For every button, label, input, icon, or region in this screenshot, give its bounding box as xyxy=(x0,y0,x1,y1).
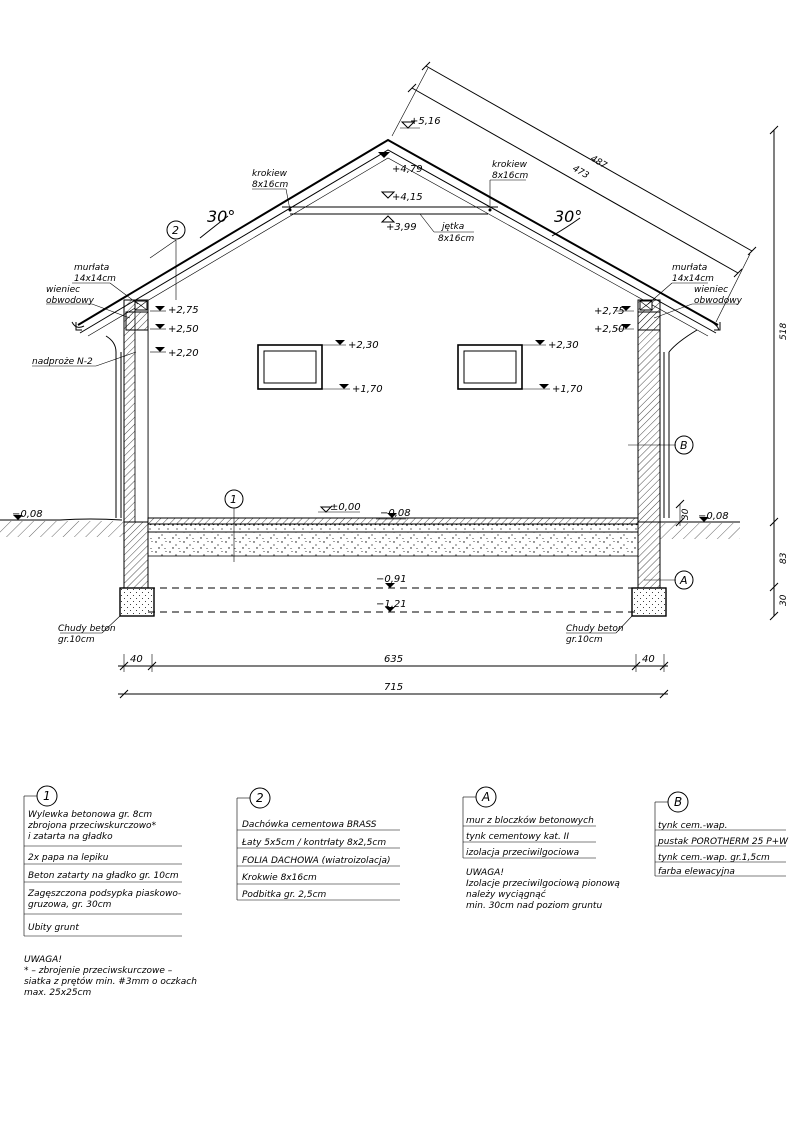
level-collar-top: +4,15 xyxy=(392,192,423,203)
ground-right xyxy=(660,522,740,539)
svg-text:2x papa na lepiku: 2x papa na lepiku xyxy=(28,853,109,863)
level-lintel: +2,20 xyxy=(168,348,199,359)
vertical-dimensions xyxy=(676,126,778,620)
label-ringbeam-left-1: wieniec xyxy=(46,285,81,295)
label-lintel: nadproże N-2 xyxy=(32,357,93,367)
level-foundation-bottom: −1,21 xyxy=(376,599,407,610)
dim-roof-outer: 487 xyxy=(588,153,609,172)
marker-2 xyxy=(167,221,185,239)
window-left xyxy=(258,345,322,389)
svg-text:A: A xyxy=(482,790,491,804)
svg-text:FOLIA DACHOWA (wiatroizolacja): FOLIA DACHOWA (wiatroizolacja) xyxy=(242,856,391,866)
svg-text:* – zbrojenie przeciwskurczowe: * – zbrojenie przeciwskurczowe – xyxy=(24,966,173,976)
level-ridge: +5,16 xyxy=(410,116,441,127)
svg-text:Dachówka cementowa BRASS: Dachówka cementowa BRASS xyxy=(242,820,377,830)
level-left-ring-beam: +2,50 xyxy=(168,324,199,335)
floor-slab xyxy=(148,518,638,556)
label-collar-1: jętka xyxy=(442,222,465,232)
svg-text:tynk cem.-wap. gr.1,5cm: tynk cem.-wap. gr.1,5cm xyxy=(658,853,770,863)
legend-b xyxy=(655,792,789,877)
svg-text:tynk cementowy kat. II: tynk cementowy kat. II xyxy=(466,832,569,842)
svg-text:siatka z prętów min. #3mm o oc: siatka z prętów min. #3mm o oczkach xyxy=(24,977,197,987)
level-ridge-inner: +4,79 xyxy=(392,164,423,175)
level-ground-right: −0,08 xyxy=(698,511,729,522)
svg-text:UWAGA!: UWAGA! xyxy=(24,955,62,965)
right-wall xyxy=(638,300,660,522)
roof-angle-right: 30° xyxy=(554,207,583,226)
svg-text:tynk cem.-wap.: tynk cem.-wap. xyxy=(658,821,728,831)
svg-text:izolacja przeciwilgociowa: izolacja przeciwilgociowa xyxy=(466,848,580,858)
svg-text:Izolacje przeciwilgociową pion: Izolacje przeciwilgociową pionową xyxy=(466,879,620,889)
svg-text:zbrojona przeciwskurczowo*: zbrojona przeciwskurczowo* xyxy=(28,821,157,831)
label-ringbeam-right-2: obwodowy xyxy=(694,296,742,306)
svg-text:Łaty 5x5cm / kontrłaty 8x2,5cm: Łaty 5x5cm / kontrłaty 8x2,5cm xyxy=(242,838,387,848)
label-ringbeam-right-1: wieniec xyxy=(694,285,729,295)
level-window-top-left: +2,30 xyxy=(348,340,379,351)
label-rafter-left-1: krokiew xyxy=(252,169,288,179)
level-foundation-top: −0,91 xyxy=(376,574,407,585)
svg-text:Ubity grunt: Ubity grunt xyxy=(28,923,79,933)
dim-total: 715 xyxy=(384,682,404,693)
svg-text:B: B xyxy=(680,439,688,452)
legend-2 xyxy=(237,788,400,900)
marker-a xyxy=(675,571,693,589)
svg-text:1: 1 xyxy=(43,789,51,803)
level-left-wall-top: +2,75 xyxy=(168,305,199,316)
level-window-bottom-right: +1,70 xyxy=(552,384,583,395)
dim-height-total: 518 xyxy=(779,322,789,340)
level-floor-edge: −0,08 xyxy=(380,508,411,519)
svg-text:A: A xyxy=(680,574,688,587)
label-wallplate-left-1: murłata xyxy=(74,263,110,273)
svg-text:należy wyciągnąć: należy wyciągnąć xyxy=(466,890,546,900)
label-lean-concrete-left-1: Chudy beton xyxy=(58,624,116,634)
dim-interior: 635 xyxy=(384,654,404,665)
svg-text:UWAGA!: UWAGA! xyxy=(466,868,504,878)
svg-text:2: 2 xyxy=(172,224,179,237)
roof-angle-left: 30° xyxy=(207,207,236,226)
level-window-bottom-left: +1,70 xyxy=(352,384,383,395)
svg-text:Krokwie 8x16cm: Krokwie 8x16cm xyxy=(242,873,317,883)
level-floor: ±0,00 xyxy=(330,502,361,513)
legend-1 xyxy=(24,786,197,998)
svg-text:min. 30cm nad poziom gruntu: min. 30cm nad poziom gruntu xyxy=(466,901,603,911)
dim-plinth-right: 30 xyxy=(681,508,691,520)
label-lean-concrete-right-1: Chudy beton xyxy=(566,624,624,634)
label-collar-2: 8x16cm xyxy=(438,234,475,244)
label-wallplate-right-1: murłata xyxy=(672,263,708,273)
dim-wall-left: 40 xyxy=(130,654,143,665)
left-downpipe xyxy=(72,322,121,518)
label-rafter-right-2: 8x16cm xyxy=(492,171,529,181)
label-wallplate-right-2: 14x14cm xyxy=(672,274,714,284)
svg-text:gruzowa, gr. 30cm: gruzowa, gr. 30cm xyxy=(28,900,112,910)
svg-text:Beton zatarty na gładko gr. 10: Beton zatarty na gładko gr. 10cm xyxy=(28,871,179,881)
level-ground-left: −0,08 xyxy=(12,509,43,520)
dim-roof-inner: 473 xyxy=(570,163,591,182)
marker-1 xyxy=(225,490,243,508)
svg-text:mur z bloczków betonowych: mur z bloczków betonowych xyxy=(466,816,594,826)
label-lean-concrete-left-2: gr.10cm xyxy=(58,635,95,645)
marker-b xyxy=(675,436,693,454)
dim-height-foundation: 83 xyxy=(779,552,789,564)
svg-text:2: 2 xyxy=(256,791,264,805)
svg-text:Podbitka gr. 2,5cm: Podbitka gr. 2,5cm xyxy=(242,890,327,900)
svg-text:B: B xyxy=(674,795,683,809)
svg-text:1: 1 xyxy=(230,493,237,506)
level-right-ring-beam: +2,50 xyxy=(594,324,625,335)
label-rafter-right-1: krokiew xyxy=(492,160,528,170)
svg-text:Wylewka betonowa gr. 8cm: Wylewka betonowa gr. 8cm xyxy=(28,810,153,820)
label-rafter-left-2: 8x16cm xyxy=(252,180,289,190)
dim-height-footing: 30 xyxy=(779,594,789,606)
left-wall xyxy=(124,300,148,522)
legend-a xyxy=(463,787,620,911)
label-ringbeam-left-2: obwodowy xyxy=(46,296,94,306)
dim-wall-right: 40 xyxy=(642,654,655,665)
ground-left xyxy=(0,519,124,537)
svg-text:farba elewacyjna: farba elewacyjna xyxy=(658,867,735,877)
svg-text:max. 25x25cm: max. 25x25cm xyxy=(24,988,92,998)
label-wallplate-left-2: 14x14cm xyxy=(74,274,116,284)
label-lean-concrete-right-2: gr.10cm xyxy=(566,635,603,645)
window-right xyxy=(458,345,522,389)
svg-text:Zagęszczona podsypka piaskowo-: Zagęszczona podsypka piaskowo- xyxy=(28,889,182,899)
level-collar-bottom: +3,99 xyxy=(386,222,417,233)
svg-text:i zatarta na gładko: i zatarta na gładko xyxy=(28,832,113,842)
level-right-wall-top: +2,75 xyxy=(594,306,625,317)
right-downpipe xyxy=(664,322,718,518)
svg-text:pustak POROTHERM 25 P+W: pustak POROTHERM 25 P+W xyxy=(658,837,789,847)
level-window-top-right: +2,30 xyxy=(548,340,579,351)
